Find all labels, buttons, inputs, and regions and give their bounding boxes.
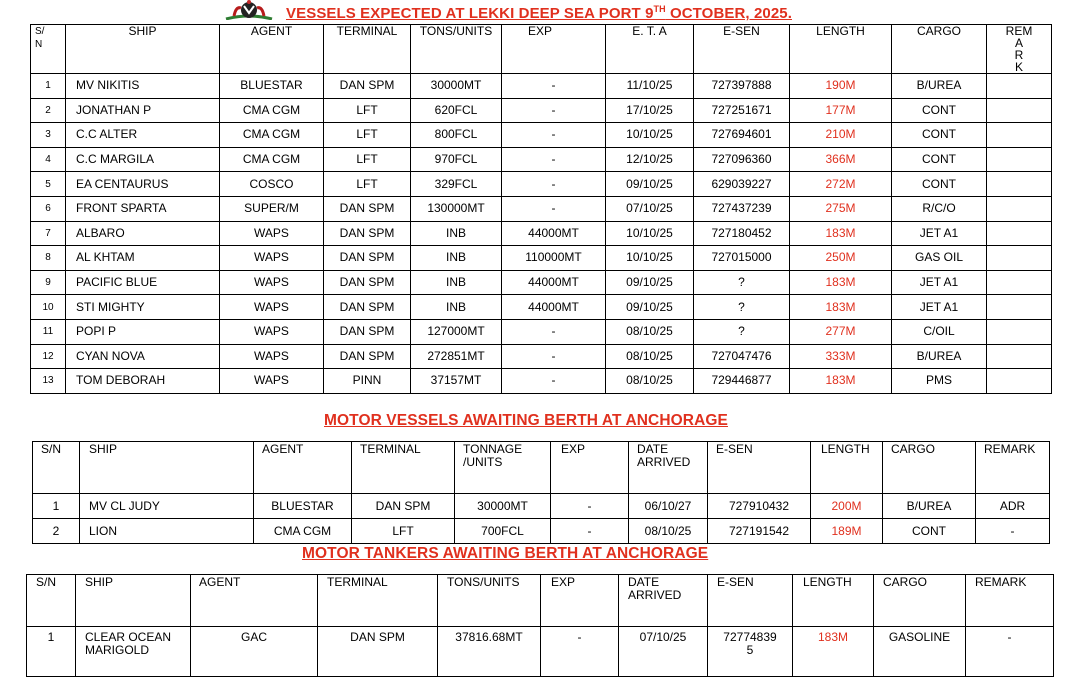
exp-cell: - — [551, 494, 629, 519]
header-remark: REMARK — [966, 575, 1054, 627]
ship-cell: C.C MARGILA — [66, 147, 220, 172]
header-terminal: TERMINAL — [352, 442, 455, 494]
esen-cell: 727437239 — [694, 196, 790, 221]
header-date-arrived: DATE ARRIVED — [629, 442, 708, 494]
cargo-cell: CONT — [892, 123, 987, 148]
length-cell: 183M — [793, 627, 874, 677]
terminal-cell: DAN SPM — [324, 295, 411, 320]
cargo-cell: B/UREA — [892, 74, 987, 99]
esen-cell: ? — [694, 319, 790, 344]
date-cell: 07/10/25 — [619, 627, 708, 677]
remark-cell — [987, 270, 1052, 295]
eta-cell: 10/10/25 — [606, 221, 694, 246]
esen-cell: ? — [694, 270, 790, 295]
sn-cell: 8 — [31, 246, 66, 271]
terminal-cell: PINN — [324, 369, 411, 394]
esen-cell: 729446877 — [694, 369, 790, 394]
tons-cell: 700FCL — [455, 519, 551, 544]
tons-cell: 970FCL — [411, 147, 502, 172]
header-date-arrived: DATE ARRIVED — [619, 575, 708, 627]
header-cargo: CARGO — [883, 442, 976, 494]
remark-cell — [987, 246, 1052, 271]
exp-cell: - — [502, 344, 606, 369]
tons-cell: 37157MT — [411, 369, 502, 394]
cargo-cell: PMS — [892, 369, 987, 394]
anchorage-tankers-table — [26, 574, 1054, 677]
cargo-cell: JET A1 — [892, 270, 987, 295]
sn-cell: 1 — [27, 627, 76, 677]
remark-cell — [987, 344, 1052, 369]
tons-cell: 329FCL — [411, 172, 502, 197]
remark-cell — [987, 98, 1052, 123]
agent-cell: SUPER/M — [220, 196, 324, 221]
length-cell: 183M — [790, 270, 892, 295]
ship-cell: STI MIGHTY — [66, 295, 220, 320]
table-header-row — [27, 575, 1054, 627]
table-row — [31, 246, 1052, 271]
esen-cell: 727191542 — [708, 519, 811, 544]
eta-cell: 08/10/25 — [606, 319, 694, 344]
cargo-cell: GASOLINE — [874, 627, 966, 677]
terminal-cell: DAN SPM — [324, 221, 411, 246]
tons-cell: INB — [411, 295, 502, 320]
exp-cell: 44000MT — [502, 270, 606, 295]
header-agent: AGENT — [254, 442, 352, 494]
agent-cell: CMA CGM — [220, 147, 324, 172]
tons-cell: 130000MT — [411, 196, 502, 221]
exp-cell: - — [541, 627, 619, 677]
header-remark: REM A R K — [987, 25, 1052, 74]
header-ship: SHIP — [66, 25, 220, 74]
header-tonnage: TONNAGE /UNITS — [455, 442, 551, 494]
exp-cell: - — [502, 196, 606, 221]
ship-cell: EA CENTAURUS — [66, 172, 220, 197]
tons-cell: 127000MT — [411, 319, 502, 344]
esen-cell: 629039227 — [694, 172, 790, 197]
ship-cell: CLEAR OCEAN MARIGOLD — [76, 627, 191, 677]
table-row — [33, 519, 1050, 544]
table-header-row — [31, 25, 1052, 74]
anchorage-vessels-table — [32, 441, 1050, 544]
header-terminal: TERMINAL — [318, 575, 438, 627]
terminal-cell: DAN SPM — [324, 319, 411, 344]
cargo-cell: CONT — [892, 172, 987, 197]
agent-cell: COSCO — [220, 172, 324, 197]
page-title-ordinal: TH — [653, 4, 666, 14]
eta-cell: 10/10/25 — [606, 246, 694, 271]
table-row — [31, 319, 1052, 344]
tons-cell: INB — [411, 246, 502, 271]
exp-cell: - — [502, 369, 606, 394]
agent-cell: WAPS — [220, 344, 324, 369]
length-cell: 200M — [811, 494, 883, 519]
header-exp: EXP — [502, 25, 606, 74]
agent-cell: BLUESTAR — [254, 494, 352, 519]
length-cell: 272M — [790, 172, 892, 197]
header-esen: E-SEN — [694, 25, 790, 74]
remark-cell — [987, 369, 1052, 394]
eta-cell: 07/10/25 — [606, 196, 694, 221]
header-sn: S/N — [33, 442, 80, 494]
table-row — [31, 123, 1052, 148]
date-cell: 08/10/25 — [629, 519, 708, 544]
cargo-cell: B/UREA — [883, 494, 976, 519]
table-row — [31, 74, 1052, 99]
table-row — [31, 344, 1052, 369]
terminal-cell: LFT — [324, 147, 411, 172]
sn-cell: 3 — [31, 123, 66, 148]
table-row — [33, 494, 1050, 519]
terminal-cell: DAN SPM — [324, 196, 411, 221]
exp-cell: 110000MT — [502, 246, 606, 271]
header-length: LENGTH — [811, 442, 883, 494]
header-length: LENGTH — [790, 25, 892, 74]
table-row — [27, 627, 1054, 677]
terminal-cell: DAN SPM — [324, 270, 411, 295]
remark-cell — [987, 196, 1052, 221]
header-exp: EXP — [541, 575, 619, 627]
sn-cell: 6 — [31, 196, 66, 221]
terminal-cell: DAN SPM — [318, 627, 438, 677]
tons-cell: 800FCL — [411, 123, 502, 148]
header-agent: AGENT — [220, 25, 324, 74]
sn-cell: 11 — [31, 319, 66, 344]
exp-cell: - — [551, 519, 629, 544]
agent-cell: GAC — [191, 627, 318, 677]
ship-cell: FRONT SPARTA — [66, 196, 220, 221]
length-cell: 333M — [790, 344, 892, 369]
length-cell: 250M — [790, 246, 892, 271]
length-cell: 275M — [790, 196, 892, 221]
eta-cell: 12/10/25 — [606, 147, 694, 172]
header-cargo: CARGO — [892, 25, 987, 74]
tons-cell: 37816.68MT — [438, 627, 541, 677]
anchorage-vessels-title: MOTOR VESSELS AWAITING BERTH AT ANCHORAGE — [324, 412, 728, 429]
ship-cell: AL KHTAM — [66, 246, 220, 271]
tons-cell: INB — [411, 270, 502, 295]
agent-cell: WAPS — [220, 246, 324, 271]
remark-cell — [987, 123, 1052, 148]
eta-cell: 08/10/25 — [606, 344, 694, 369]
cargo-cell: GAS OIL — [892, 246, 987, 271]
exp-cell: - — [502, 172, 606, 197]
tons-cell: 30000MT — [411, 74, 502, 99]
esen-cell: ? — [694, 295, 790, 320]
sn-cell: 7 — [31, 221, 66, 246]
esen-cell: 727694601 — [694, 123, 790, 148]
header-tons: TONS/UNITS — [438, 575, 541, 627]
remark-cell — [987, 74, 1052, 99]
terminal-cell: DAN SPM — [324, 344, 411, 369]
esen-cell: 727047476 — [694, 344, 790, 369]
esen-cell: 727096360 — [694, 147, 790, 172]
length-cell: 190M — [790, 74, 892, 99]
header-esen: E-SEN — [708, 442, 811, 494]
remark-cell: ADR — [976, 494, 1050, 519]
ship-cell: PACIFIC BLUE — [66, 270, 220, 295]
tons-cell: 30000MT — [455, 494, 551, 519]
header-ship: SHIP — [80, 442, 254, 494]
table-header-row — [33, 442, 1050, 494]
remark-cell — [987, 295, 1052, 320]
esen-cell: 727251671 — [694, 98, 790, 123]
agent-cell: WAPS — [220, 270, 324, 295]
table-row — [31, 172, 1052, 197]
page-title-prefix: VESSELS EXPECTED AT LEKKI DEEP SEA PORT 9 — [286, 5, 654, 22]
agent-cell: CMA CGM — [220, 98, 324, 123]
page-title-suffix: OCTOBER, 2025. — [665, 5, 792, 22]
length-cell: 183M — [790, 369, 892, 394]
terminal-cell: LFT — [324, 123, 411, 148]
sn-cell: 10 — [31, 295, 66, 320]
remark-cell: - — [966, 627, 1054, 677]
eta-cell: 08/10/25 — [606, 369, 694, 394]
length-cell: 183M — [790, 221, 892, 246]
sn-cell: 4 — [31, 147, 66, 172]
agent-cell: WAPS — [220, 369, 324, 394]
sn-cell: 2 — [31, 98, 66, 123]
header-length: LENGTH — [793, 575, 874, 627]
sn-cell: 9 — [31, 270, 66, 295]
terminal-cell: DAN SPM — [324, 246, 411, 271]
ship-cell: TOM DEBORAH — [66, 369, 220, 394]
cargo-cell: CONT — [892, 98, 987, 123]
table-row — [31, 270, 1052, 295]
length-cell: 177M — [790, 98, 892, 123]
header-remark: REMARK — [976, 442, 1050, 494]
header-cargo: CARGO — [874, 575, 966, 627]
eta-cell: 11/10/25 — [606, 74, 694, 99]
eta-cell: 09/10/25 — [606, 295, 694, 320]
ship-cell: ALBARO — [66, 221, 220, 246]
table-row — [31, 98, 1052, 123]
agent-cell: WAPS — [220, 319, 324, 344]
header-sn: S/ N — [31, 25, 66, 74]
ship-cell: CYAN NOVA — [66, 344, 220, 369]
terminal-cell: LFT — [352, 519, 455, 544]
tons-cell: 620FCL — [411, 98, 502, 123]
agent-cell: WAPS — [220, 221, 324, 246]
date-cell: 06/10/27 — [629, 494, 708, 519]
cargo-cell: CONT — [892, 147, 987, 172]
ship-cell: LION — [80, 519, 254, 544]
length-cell: 189M — [811, 519, 883, 544]
terminal-cell: LFT — [324, 172, 411, 197]
length-cell: 366M — [790, 147, 892, 172]
terminal-cell: DAN SPM — [352, 494, 455, 519]
esen-cell: 727397888 — [694, 74, 790, 99]
length-cell: 277M — [790, 319, 892, 344]
header-tons: TONS/UNITS — [411, 25, 502, 74]
eta-cell: 09/10/25 — [606, 270, 694, 295]
header-terminal: TERMINAL — [324, 25, 411, 74]
cargo-cell: C/OIL — [892, 319, 987, 344]
agent-cell: CMA CGM — [220, 123, 324, 148]
remark-cell — [987, 221, 1052, 246]
remark-cell: - — [976, 519, 1050, 544]
cargo-cell: R/C/O — [892, 196, 987, 221]
cargo-cell: JET A1 — [892, 221, 987, 246]
remark-cell — [987, 319, 1052, 344]
table-row — [31, 147, 1052, 172]
table-row — [31, 196, 1052, 221]
exp-cell: - — [502, 74, 606, 99]
header-sn: S/N — [27, 575, 76, 627]
terminal-cell: LFT — [324, 98, 411, 123]
sn-cell: 13 — [31, 369, 66, 394]
agent-cell: WAPS — [220, 295, 324, 320]
exp-cell: 44000MT — [502, 221, 606, 246]
ship-cell: C.C ALTER — [66, 123, 220, 148]
ship-cell: POPI P — [66, 319, 220, 344]
cargo-cell: CONT — [883, 519, 976, 544]
esen-cell: 727910432 — [708, 494, 811, 519]
tons-cell: 272851MT — [411, 344, 502, 369]
esen-cell: 72774839 5 — [708, 627, 793, 677]
remark-cell — [987, 172, 1052, 197]
cargo-cell: B/UREA — [892, 344, 987, 369]
table-row — [31, 295, 1052, 320]
ship-cell: MV CL JUDY — [80, 494, 254, 519]
ship-cell: MV NIKITIS — [66, 74, 220, 99]
page-title — [286, 4, 792, 22]
sn-cell: 1 — [33, 494, 80, 519]
eta-cell: 09/10/25 — [606, 172, 694, 197]
terminal-cell: DAN SPM — [324, 74, 411, 99]
vessels-expected-table — [30, 24, 1052, 394]
exp-cell: - — [502, 123, 606, 148]
exp-cell: - — [502, 319, 606, 344]
exp-cell: 44000MT — [502, 295, 606, 320]
tons-cell: INB — [411, 221, 502, 246]
esen-cell: 727015000 — [694, 246, 790, 271]
header-eta: E. T. A — [606, 25, 694, 74]
header-exp: EXP — [551, 442, 629, 494]
table-row — [31, 369, 1052, 394]
agent-cell: BLUESTAR — [220, 74, 324, 99]
exp-cell: - — [502, 98, 606, 123]
coat-of-arms-logo — [220, 0, 278, 20]
header-agent: AGENT — [191, 575, 318, 627]
length-cell: 210M — [790, 123, 892, 148]
header-ship: SHIP — [76, 575, 191, 627]
esen-cell: 727180452 — [694, 221, 790, 246]
header-esen: E-SEN — [708, 575, 793, 627]
remark-cell — [987, 147, 1052, 172]
exp-cell: - — [502, 147, 606, 172]
table-row — [31, 221, 1052, 246]
eta-cell: 17/10/25 — [606, 98, 694, 123]
sn-cell: 12 — [31, 344, 66, 369]
sn-cell: 2 — [33, 519, 80, 544]
sn-cell: 5 — [31, 172, 66, 197]
length-cell: 183M — [790, 295, 892, 320]
agent-cell: CMA CGM — [254, 519, 352, 544]
sn-cell: 1 — [31, 74, 66, 99]
anchorage-tankers-title: MOTOR TANKERS AWAITING BERTH AT ANCHORAGE — [302, 545, 709, 562]
eta-cell: 10/10/25 — [606, 123, 694, 148]
ship-cell: JONATHAN P — [66, 98, 220, 123]
cargo-cell: JET A1 — [892, 295, 987, 320]
